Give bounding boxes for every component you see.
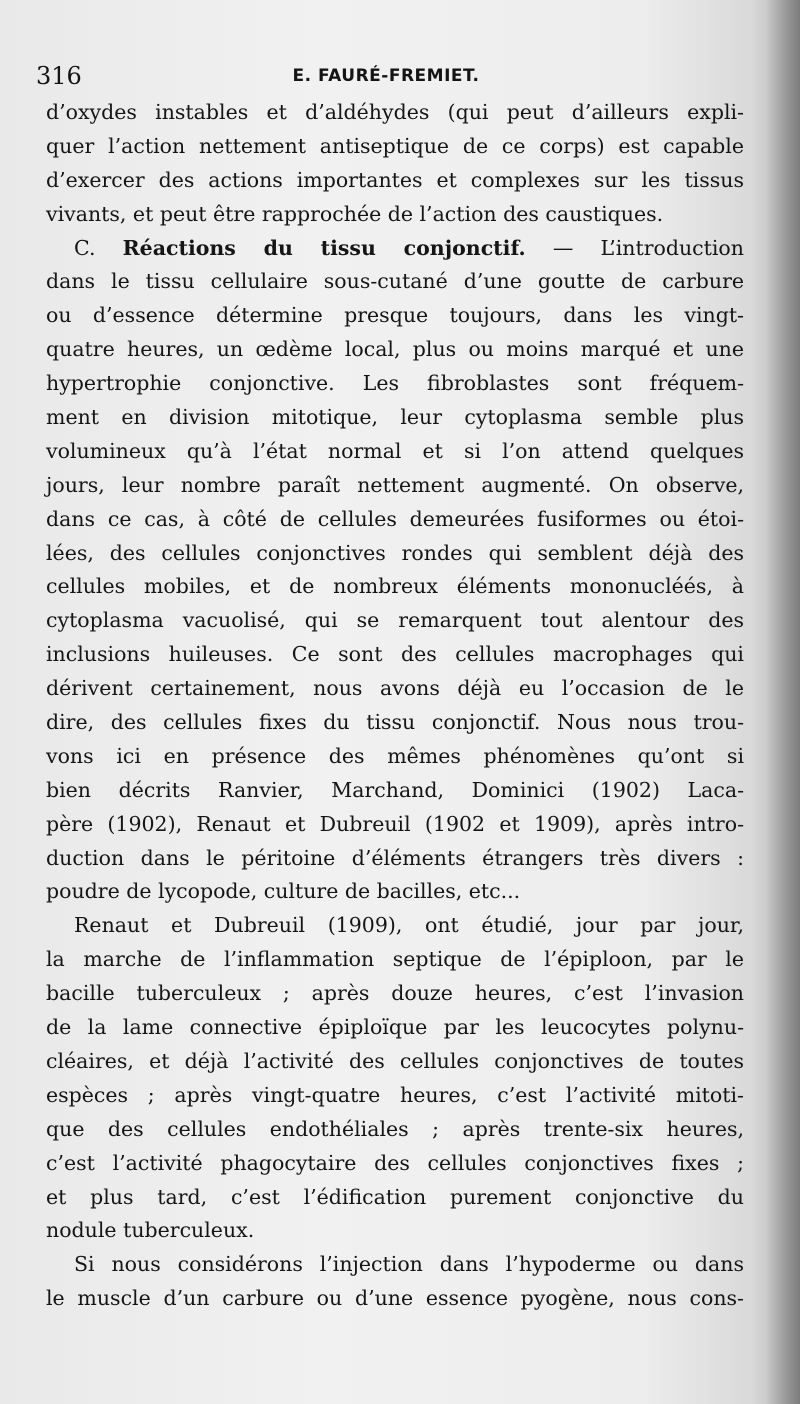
text-line: Si nous considérons l’injection dans l’hypoderme ou dans (74, 1252, 744, 1277)
text-line: poudre de lycopode, culture de bacilles, etc... (46, 879, 521, 904)
section-heading: Réactions du tissu conjonctif. (122, 235, 526, 260)
text-line: c’est l’activité phagocytaire des cellules conjonctives fixes ; (46, 1150, 744, 1175)
text-line: vons ici en présence des mêmes phénomènes qu’ont si (46, 743, 744, 768)
text-line: espèces ; après vingt-quatre heures, c’est l’activité mitoti- (46, 1082, 744, 1107)
text-line: cléaires, et déjà l’activité des cellules conjonctives de toutes (46, 1048, 744, 1073)
text-line: volumineux qu’à l’état normal et si l’on attend quelques (46, 438, 744, 463)
text-line: cytoplasma vacuolisé, qui se remarquent tout alentour des (46, 608, 744, 633)
text-line: lées, des cellules conjonctives rondes qui semblent déjà des (46, 540, 744, 565)
text-line: le muscle d’un carbure ou d’une essence pyogène, nous cons- (46, 1286, 744, 1311)
text-line: dire, des cellules fixes du tissu conjonctif. Nous nous trou- (46, 710, 744, 735)
text-line: ment en division mitotique, leur cytoplasma semble plus (46, 405, 744, 430)
section-letter: C. (74, 235, 123, 260)
body-text (46, 96, 744, 1316)
line-text: — L’introduction (525, 235, 744, 260)
text-line: la marche de l’inflammation septique de l’épiploon, par le (46, 947, 744, 972)
text-line: nodule tuberculeux. (46, 1218, 255, 1243)
text-line: ou d’essence détermine presque toujours, dans les vingt- (46, 303, 744, 328)
text-line: vivants, et peut être rapprochée de l’action des caustiques. (46, 201, 664, 226)
text-line: dans ce cas, à côté de cellules demeurées fusiformes ou étoi- (46, 506, 744, 531)
text-line: quatre heures, un œdème local, plus ou moins marqué et une (46, 337, 744, 362)
text-line: dans le tissu cellulaire sous-cutané d’une goutte de carbure (46, 269, 744, 294)
page-number: 316 (36, 62, 82, 90)
text-line: bacille tuberculeux ; après douze heures, c’est l’invasion (46, 981, 744, 1006)
running-head: E. FAURÉ-FREMIET. (292, 66, 480, 86)
text-line: de la lame connective épiploïque par les leucocytes polynu- (46, 1015, 744, 1040)
text-line: père (1902), Renaut et Dubreuil (1902 et 1909), après intro- (46, 811, 744, 836)
text-line: duction dans le péritoine d’éléments étrangers très divers : (46, 845, 744, 870)
text-line: que des cellules endothéliales ; après trente-six heures, (46, 1116, 744, 1141)
text-line (46, 232, 744, 266)
text-line: d’oxydes instables et d’aldéhydes (qui peut d’ailleurs expli- (46, 100, 744, 124)
text-line: d’exercer des actions importantes et complexes sur les tissus (46, 167, 744, 192)
text-line: cellules mobiles, et de nombreux éléments mononucléés, à (46, 574, 744, 599)
text-line: quer l’action nettement antiseptique de ce corps) est capable (46, 133, 744, 158)
text-line: jours, leur nombre paraît nettement augmenté. On observe, (46, 472, 744, 497)
text-line: inclusions huileuses. Ce sont des cellules macrophages qui (46, 642, 744, 667)
text-line: dérivent certainement, nous avons déjà eu l’occasion de le (46, 676, 744, 701)
text-line: Renaut et Dubreuil (1909), ont étudié, jour par jour, (74, 913, 744, 938)
text-line: bien décrits Ranvier, Marchand, Dominici (1902) Laca- (46, 777, 744, 802)
text-line: et plus tard, c’est l’édification purement conjonctive du (46, 1184, 744, 1209)
text-line: hypertrophie conjonctive. Les fibroblastes sont fréquem- (46, 371, 744, 396)
page-header (36, 62, 736, 92)
